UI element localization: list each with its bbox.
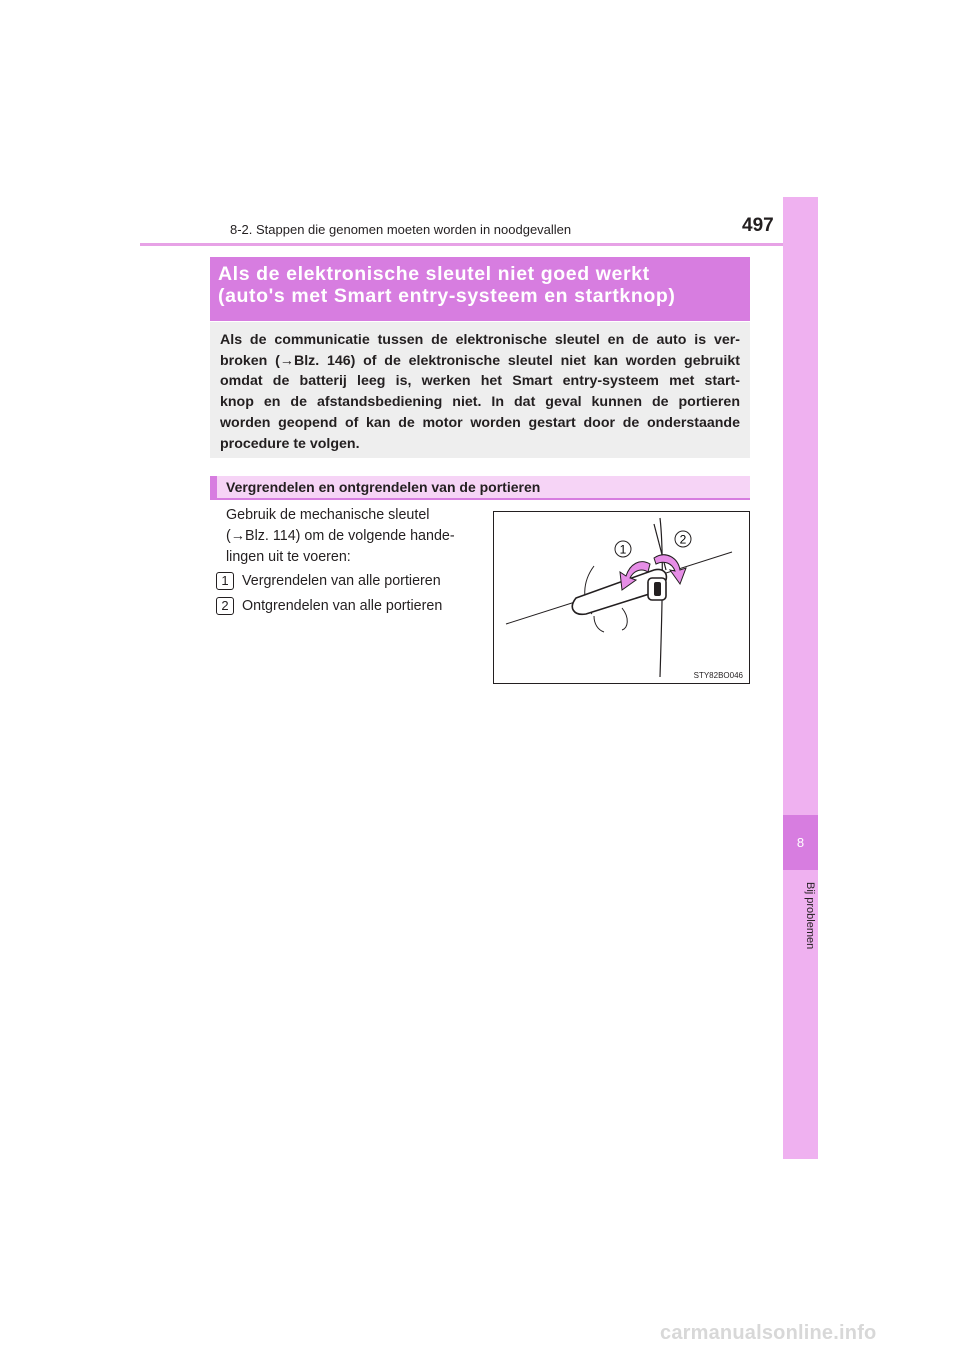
door-handle-drawing [494, 512, 749, 683]
figure-code: STY82BO046 [693, 671, 743, 680]
body-line: lingen uit te voeren: [226, 549, 351, 565]
callout-2: 2 [679, 532, 687, 547]
section-heading-box [210, 257, 750, 321]
section-title: 8-2. Stappen die genomen moeten worden in noodgevallen [230, 222, 572, 237]
intro-line: worden geopend of kan de motor worden gestart door de onderstaande [220, 414, 740, 431]
step-item [216, 571, 441, 591]
heading-line-1: Als de elektronische sleutel niet goed werkt [218, 263, 650, 285]
subsection-heading-text: Vergrendelen en ontgrendelen van de portieren [226, 479, 541, 495]
heading-line-2: (auto's met Smart entry-systeem en startknop) [218, 285, 676, 307]
watermark: carmanualsonline.info [660, 1322, 877, 1344]
chapter-label: Bij problemen [804, 882, 816, 950]
intro-line: Als de communicatie tussen de elektronische sleutel en de auto is ver- [220, 332, 740, 348]
step-text: Ontgrendelen van alle portieren [242, 598, 443, 614]
intro-line: omdat de batterij leeg is, werken het Smart entry-systeem met start- [220, 373, 740, 390]
step-number-badge: 2 [216, 597, 234, 615]
chapter-number-box [783, 815, 818, 870]
intro-line: procedure te volgen. [220, 435, 360, 452]
intro-line: knop en de afstandsbediening niet. In dat geval kunnen de portieren [220, 394, 740, 411]
door-handle-illustration [493, 511, 750, 684]
intro-line: broken (→Blz. 146) of de elektronische sleutel niet kan worden gebruikt [220, 352, 740, 369]
chapter-number: 8 [796, 835, 805, 850]
subsection-heading [210, 476, 750, 500]
page-number: 497 [742, 215, 774, 236]
intro-paragraph [210, 322, 750, 458]
step-text: Vergrendelen van alle portieren [242, 573, 441, 589]
chapter-side-tab [783, 197, 818, 1159]
body-paragraph [226, 505, 476, 568]
body-line: (→Blz. 114) om de volgende hande- [226, 528, 455, 544]
body-line: Gebruik de mechanische sleutel [226, 507, 430, 523]
step-number-badge: 1 [216, 572, 234, 590]
step-item [216, 596, 442, 616]
callout-1: 1 [619, 542, 627, 557]
header-rule [140, 243, 818, 246]
subsection-heading-bar [210, 476, 217, 498]
